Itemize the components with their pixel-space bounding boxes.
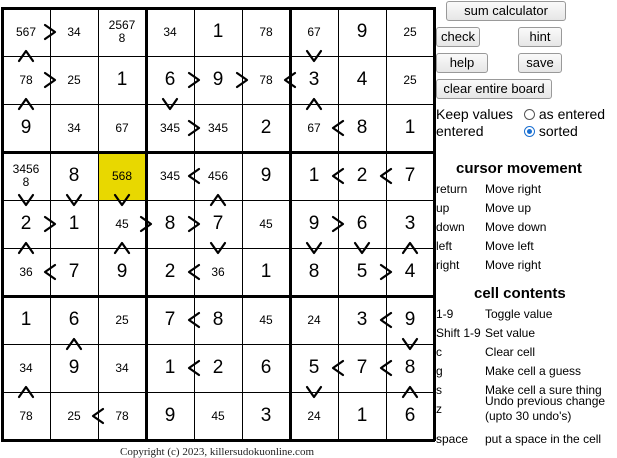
cell-r6c8[interactable]: 5 <box>356 261 368 282</box>
contents-desc: Make cell a sure thing <box>485 383 602 397</box>
contents-desc: Toggle value <box>485 307 553 321</box>
cursor-desc: Move right <box>485 182 542 196</box>
cell-r4c7[interactable]: 1 <box>308 165 320 186</box>
grid-line <box>194 7 195 441</box>
contents-desc: Undo previous change (upto 30 undo's) <box>485 394 606 423</box>
cell-r3c3[interactable]: 67 <box>115 120 129 135</box>
cell-r6c6[interactable]: 1 <box>260 261 272 282</box>
cell-r9c9[interactable]: 6 <box>404 405 416 426</box>
cell-contents-heading: cell contents <box>474 285 566 302</box>
grid-line <box>242 7 243 441</box>
cell-r6c9[interactable]: 4 <box>404 261 416 282</box>
check-button[interactable]: check <box>436 27 480 47</box>
cell-r3c9[interactable]: 1 <box>404 117 416 138</box>
cell-r3c8[interactable]: 8 <box>356 117 368 138</box>
cell-r7c5[interactable]: 8 <box>212 309 224 330</box>
cell-r2c5[interactable]: 9 <box>212 69 224 90</box>
option-sorted-label: sorted <box>538 123 578 139</box>
cell-r5c7[interactable]: 9 <box>308 213 320 234</box>
cell-r5c2[interactable]: 1 <box>68 213 80 234</box>
contents-desc: Set value <box>485 326 536 340</box>
cursor-key: down <box>436 220 465 234</box>
cell-r9c8[interactable]: 1 <box>356 405 368 426</box>
sudoku-board <box>0 6 434 440</box>
cell-r3c6[interactable]: 2 <box>260 117 272 138</box>
grid-line <box>1 7 435 10</box>
cell-r5c6[interactable]: 45 <box>259 216 273 231</box>
grid-line <box>289 7 292 441</box>
contents-key: Shift 1-9 <box>436 326 481 340</box>
cursor-key: right <box>436 258 460 272</box>
hint-button[interactable]: hint <box>518 27 562 47</box>
cell-r8c5[interactable]: 2 <box>212 357 224 378</box>
cell-r8c9[interactable]: 8 <box>404 357 416 378</box>
cell-r7c2[interactable]: 6 <box>68 309 80 330</box>
cell-r5c3[interactable]: 45 <box>115 216 129 231</box>
cell-r6c2[interactable]: 7 <box>68 261 80 282</box>
cell-r5c1[interactable]: 2 <box>20 213 32 234</box>
control-panel <box>436 0 617 458</box>
cell-r9c2[interactable]: 25 <box>67 408 81 423</box>
cell-r8c8[interactable]: 7 <box>356 357 368 378</box>
cell-r4c3[interactable]: 568 <box>98 152 146 200</box>
grid-line <box>98 7 99 441</box>
cell-r3c1[interactable]: 9 <box>20 117 32 138</box>
grid-line <box>1 344 435 345</box>
cell-r4c8[interactable]: 2 <box>356 165 368 186</box>
grid-line <box>1 104 435 105</box>
cell-r1c7[interactable]: 67 <box>307 24 321 39</box>
grid-line <box>1 439 435 442</box>
cell-r5c5[interactable]: 7 <box>212 213 224 234</box>
keep-values-line2: entered <box>436 123 484 139</box>
cell-r2c6[interactable]: 78 <box>259 72 273 87</box>
cursor-desc: Move right <box>485 258 542 272</box>
help-button[interactable]: help <box>436 53 488 73</box>
cell-r5c9[interactable]: 3 <box>404 213 416 234</box>
cell-r7c1[interactable]: 1 <box>20 309 32 330</box>
grid-line <box>50 7 51 441</box>
contents-desc: Make cell a guess <box>485 364 582 378</box>
cursor-desc: Move down <box>485 220 547 234</box>
contents-desc: put a space in the cell <box>485 432 602 446</box>
cell-r8c3[interactable]: 34 <box>115 360 129 375</box>
cell-r2c8[interactable]: 4 <box>356 69 368 90</box>
cell-r4c4[interactable]: 345 <box>159 168 181 183</box>
grid-line <box>1 295 435 298</box>
cell-r1c4[interactable]: 34 <box>163 24 177 39</box>
cell-r8c4[interactable]: 1 <box>164 357 176 378</box>
cell-grid <box>2 8 434 440</box>
contents-key: space <box>436 432 469 446</box>
grid-line <box>1 7 4 441</box>
cell-r1c5[interactable]: 1 <box>212 21 224 42</box>
cell-r2c3[interactable]: 1 <box>116 69 128 90</box>
cell-r7c9[interactable]: 9 <box>404 309 416 330</box>
cell-r7c3[interactable]: 25 <box>115 312 129 327</box>
cell-r1c2[interactable]: 34 <box>67 24 81 39</box>
cell-r8c1[interactable]: 34 <box>19 360 33 375</box>
cell-r6c1[interactable]: 36 <box>19 264 33 279</box>
radio-sorted[interactable] <box>524 126 535 137</box>
cell-r4c6[interactable]: 9 <box>260 165 272 186</box>
cell-r9c1[interactable]: 78 <box>19 408 33 423</box>
contents-desc: Clear cell <box>485 345 536 359</box>
cell-r8c6[interactable]: 6 <box>260 357 272 378</box>
cell-r4c2[interactable]: 8 <box>68 165 80 186</box>
cursor-desc: Move up <box>485 201 532 215</box>
cell-r3c7[interactable]: 67 <box>307 120 321 135</box>
keep-values-line1: Keep values <box>436 106 514 122</box>
keep-values-options <box>524 106 605 140</box>
cell-r9c3[interactable]: 78 <box>115 408 129 423</box>
cursor-key: return <box>436 182 468 196</box>
option-as-entered[interactable] <box>524 106 605 123</box>
cell-r2c9[interactable]: 25 <box>403 72 417 87</box>
cell-r4c9[interactable]: 7 <box>404 165 416 186</box>
cell-r3c2[interactable]: 34 <box>67 120 81 135</box>
contents-key: 1-9 <box>436 307 454 321</box>
cell-r1c3[interactable]: 2567 8 <box>108 18 136 45</box>
cell-r2c1[interactable]: 78 <box>19 72 33 87</box>
cell-r4c5[interactable]: 456 <box>207 168 229 183</box>
cell-r7c8[interactable]: 3 <box>356 309 368 330</box>
copyright-footer: Copyright (c) 2023, killersudokuonline.com <box>120 446 314 458</box>
grid-line <box>1 200 435 201</box>
cell-r5c4[interactable]: 8 <box>164 213 176 234</box>
grid-line <box>386 7 387 441</box>
cell-r6c4[interactable]: 2 <box>164 261 176 282</box>
cell-r6c7[interactable]: 8 <box>308 261 320 282</box>
cell-r7c6[interactable]: 45 <box>259 312 273 327</box>
cell-r9c5[interactable]: 45 <box>211 408 225 423</box>
cell-r5c8[interactable]: 6 <box>356 213 368 234</box>
clear-board-button[interactable]: clear entire board <box>436 79 552 99</box>
keep-values-label <box>436 106 513 140</box>
contents-key: g <box>436 364 443 378</box>
grid-line <box>1 392 435 393</box>
cell-r3c4[interactable]: 345 <box>159 120 181 135</box>
cell-r2c2[interactable]: 25 <box>67 72 81 87</box>
cell-r9c4[interactable]: 9 <box>164 405 176 426</box>
option-as-entered-label: as entered <box>538 106 606 122</box>
cursor-movement-heading: cursor movement <box>456 160 582 177</box>
contents-key: z <box>436 402 442 416</box>
cell-r7c4[interactable]: 7 <box>164 309 176 330</box>
grid-line <box>1 56 435 57</box>
contents-key: s <box>436 383 442 397</box>
cursor-desc: Move left <box>485 239 534 253</box>
sum-calculator-button[interactable]: sum calculator <box>446 1 566 21</box>
cell-r1c8[interactable]: 9 <box>356 21 368 42</box>
grid-line <box>145 7 148 441</box>
contents-key: c <box>436 345 442 359</box>
cell-r1c9[interactable]: 25 <box>403 24 417 39</box>
cell-r6c5[interactable]: 36 <box>211 264 225 279</box>
option-sorted[interactable] <box>524 123 605 140</box>
save-button[interactable]: save <box>518 53 562 73</box>
radio-as-entered[interactable] <box>524 109 535 120</box>
cell-r1c6[interactable]: 78 <box>259 24 273 39</box>
cell-r8c7[interactable]: 5 <box>308 357 320 378</box>
cell-r9c6[interactable]: 3 <box>260 405 272 426</box>
cell-r2c7[interactable]: 3 <box>308 69 320 90</box>
cell-r2c4[interactable]: 6 <box>164 69 176 90</box>
cell-r9c7[interactable]: 24 <box>307 408 321 423</box>
grid-line <box>1 151 435 154</box>
grid-line <box>1 248 435 249</box>
cell-r6c3[interactable]: 9 <box>116 261 128 282</box>
cell-r3c5[interactable]: 345 <box>207 120 229 135</box>
cursor-key: up <box>436 201 450 215</box>
cursor-key: left <box>436 239 453 253</box>
cell-r4c1[interactable]: 3456 8 <box>12 162 40 189</box>
cell-r8c2[interactable]: 9 <box>68 357 80 378</box>
cell-r1c1[interactable]: 567 <box>15 24 37 39</box>
cell-r7c7[interactable]: 24 <box>307 312 321 327</box>
grid-line <box>338 7 339 441</box>
